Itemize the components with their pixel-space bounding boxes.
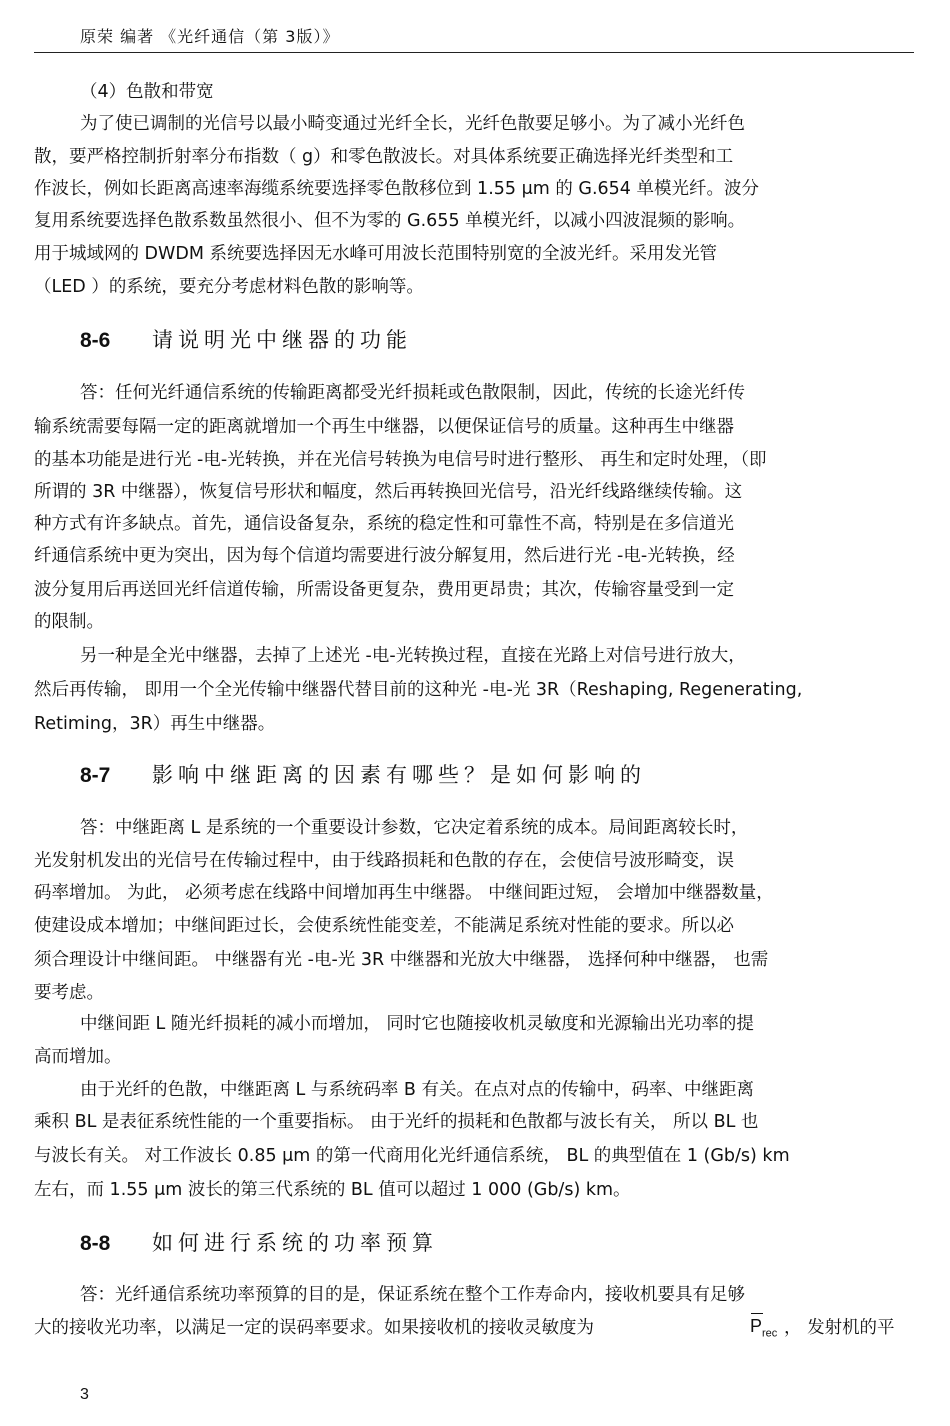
- text-line: 大的接收光功率，以满足一定的误码率要求。如果接收机的接收灵敏度为: [34, 1318, 594, 1338]
- header-divider: [34, 52, 914, 53]
- text-line: 复用系统要选择色散系数虽然很小、但不为零的 G.655 单模光纤，以减小四波混频的影响。: [34, 211, 746, 231]
- section-title: 请说明光中继器的功能: [152, 328, 412, 352]
- text-line: 散，要严格控制折射率分布指数（ g）和零色散波长。对具体系统要正确选择光纤类型和工: [34, 147, 734, 167]
- section-heading-8-7: [80, 765, 646, 786]
- text-line: （4）色散和带宽: [80, 82, 214, 102]
- section-number: 8-8: [80, 1232, 111, 1255]
- text-line: 与波长有关。 对工作波长 0.85 μm 的第一代商用化光纤通信系统， BL 的典型值在 1 (Gb/s) km: [34, 1146, 790, 1166]
- text-line: 波分复用后再送回光纤信道传输，所需设备更复杂，费用更昂贵；其次，传输容量受到一定: [34, 580, 734, 600]
- text-line: 答：任何光纤通信系统的传输距离都受光纤损耗或色散限制，因此，传统的长途光纤传: [80, 383, 745, 403]
- running-header: 原荣 编著 《光纤通信（第 3版）》: [80, 27, 340, 46]
- text-line: 答：中继距离 L 是系统的一个重要设计参数，它决定着系统的成本。局间距离较长时，: [80, 818, 749, 838]
- page-number: 3: [80, 1386, 89, 1403]
- section-heading-8-8: [80, 1233, 438, 1254]
- overline: [751, 1313, 763, 1314]
- section-title: 如何进行系统的功率预算: [152, 1231, 438, 1255]
- text-line: 高而增加。: [34, 1047, 122, 1067]
- text-line: 答：光纤通信系统功率预算的目的是，保证系统在整个工作寿命内，接收机要具有足够: [80, 1285, 745, 1305]
- text-line: 左右，而 1.55 μm 波长的第三代系统的 BL 值可以超过 1 000 (Gb/s) km。: [34, 1180, 631, 1200]
- text-line: 作波长，例如长距离高速率海缆系统要选择零色散移位到 1.55 μm 的 G.654 单模光纤。波分: [34, 179, 759, 199]
- text-line: 光发射机发出的光信号在传输过程中，由于线路损耗和色散的存在，会使信号波形畸变，误: [34, 851, 734, 871]
- text-line: 所谓的 3R 中继器），恢复信号形状和幅度，然后再转换回光信号，沿光纤线路继续传输。这: [34, 482, 743, 502]
- text-line: （LED ）的系统，要充分考虑材料色散的影响等。: [34, 277, 424, 297]
- text-line-tail: ， 发射机的平: [784, 1318, 895, 1338]
- text-line: 码率增加。 为此， 必须考虑在线路中间增加再生中继器。 中继间距过短， 会增加中继器数量，: [34, 883, 774, 903]
- text-line: 由于光纤的色散，中继距离 L 与系统码率 B 有关。在点对点的传输中，码率、中继距离: [80, 1080, 755, 1100]
- text-line: 的限制。: [34, 612, 104, 632]
- section-heading-8-6: [80, 330, 412, 351]
- text-line: Retiming，3R）再生中继器。: [34, 714, 276, 734]
- text-line: 乘积 BL 是表征系统性能的一个重要指标。 由于光纤的损耗和色散都与波长有关， 所以 BL 也: [34, 1112, 759, 1132]
- received-power-symbol: $P_{rec}$: [750, 1317, 777, 1340]
- text-line: 种方式有许多缺点。首先，通信设备复杂，系统的稳定性和可靠性不高，特别是在多信道光: [34, 514, 734, 534]
- section-number: 8-6: [80, 329, 111, 352]
- text-line: 输系统需要每隔一定的距离就增加一个再生中继器，以便保证信号的质量。这种再生中继器: [34, 417, 734, 437]
- text-line: 然后再传输， 即用一个全光传输中继器代替目前的这种光 -电-光 3R（Reshaping, Regenerating,: [34, 680, 803, 700]
- section-title: 影响中继距离的因素有哪些？是如何影响的: [152, 763, 646, 787]
- text-line: 为了使已调制的光信号以最小畸变通过光纤全长，光纤色散要足够小。为了减小光纤色: [80, 114, 745, 134]
- text-line: 使建设成本增加；中继间距过长，会使系统性能变差，不能满足系统对性能的要求。所以必: [34, 916, 734, 936]
- text-line: 用于城域网的 DWDM 系统要选择因无水峰可用波长范围特别宽的全波光纤。采用发光管: [34, 244, 717, 264]
- text-line: 的基本功能是进行光 -电-光转换，并在光信号转换为电信号时进行整形、 再生和定时处理，（即: [34, 450, 767, 470]
- text-line: 须合理设计中继间距。 中继器有光 -电-光 3R 中继器和光放大中继器， 选择何种中继器， 也需: [34, 950, 769, 970]
- text-line: 另一种是全光中继器，去掉了上述光 -电-光转换过程，直接在光路上对信号进行放大，: [80, 646, 746, 666]
- text-line: 纤通信系统中更为突出，因为每个信道均需要进行波分解复用，然后进行光 -电-光转换，经: [34, 546, 735, 566]
- section-number: 8-7: [80, 764, 111, 787]
- text-line: 要考虑。: [34, 983, 104, 1003]
- text-line: 中继间距 L 随光纤损耗的减小而增加， 同时它也随接收机灵敏度和光源输出光功率的提: [80, 1014, 754, 1034]
